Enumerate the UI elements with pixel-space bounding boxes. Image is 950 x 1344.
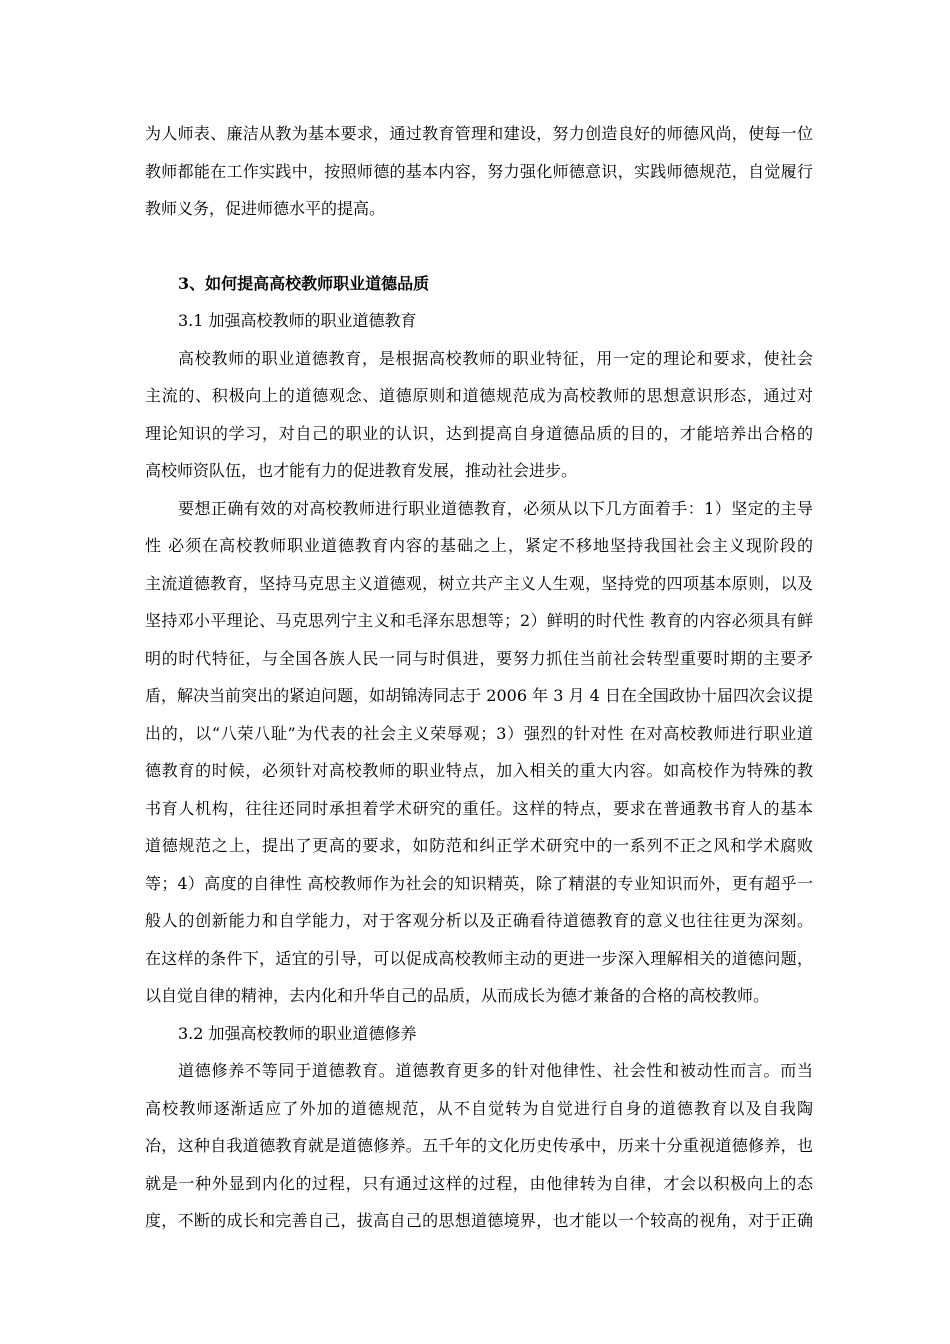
text-line: 书育人机构，往往还同时承担着学术研究的重任。这样的特点，要求在普通教书育人的基本 bbox=[145, 798, 813, 818]
section-heading: 3、如何提高高校教师职业道德品质 bbox=[178, 273, 430, 293]
text-line: 冶，这种自我道德教育就是道德修养。五千年的文化历史传承中，历来十分重视道德修养，也 bbox=[145, 1136, 813, 1155]
text-line: 坚持邓小平理论、马克思列宁主义和毛泽东思想等；2）鲜明的时代性 教育的内容必须具有鲜 bbox=[145, 611, 813, 630]
text-line: 道德规范之上，提出了更高的要求，如防范和纠正学术研究中的一系列不正之风和学术腐败 bbox=[145, 836, 813, 855]
spacer bbox=[145, 228, 813, 265]
paragraph-3-1-a bbox=[145, 340, 813, 490]
intro-paragraph bbox=[145, 115, 813, 228]
text-line: 高校教师的职业道德教育，是根据高校教师的职业特征，用一定的理论和要求，使社会 bbox=[178, 348, 813, 368]
text-line: 高校教师逐渐适应了外加的道德规范，从不自觉转为自觉进行自身的道德教育以及自我陶 bbox=[145, 1098, 813, 1118]
text-line: 就是一种外显到内化的过程，只有通过这样的过程，由他律转为自律，才会以积极向上的态 bbox=[145, 1173, 813, 1193]
paragraph-3-1-b bbox=[145, 490, 813, 1015]
text-line: 般人的创新能力和自学能力，对于客观分析以及正确看待道德教育的意义也往往更为深刻。 bbox=[145, 911, 813, 930]
subsection-title-3-1: 3.1 加强高校教师的职业道德教育 bbox=[178, 311, 417, 330]
text-line: 教师都能在工作实践中，按照师德的基本内容，努力强化师德意识，实践师德规范，自觉履行 bbox=[145, 161, 813, 181]
document-page bbox=[145, 115, 813, 1240]
text-line: 理论知识的学习，对自己的职业的认识，达到提高自身道德品质的目的，才能培养出合格的 bbox=[145, 423, 813, 443]
paragraph-3-2-a bbox=[145, 1052, 813, 1240]
text-line: 明的时代特征，与全国各族人民一同与时俱进，要努力抓住当前社会转型重要时期的主要矛 bbox=[145, 648, 813, 668]
text-line: 盾，解决当前突出的紧迫问题，如胡锦涛同志于 2006 年 3 月 4 日在全国政协十届四次会议提 bbox=[145, 686, 813, 705]
text-line: 性 必须在高校教师职业道德教育内容的基础之上，紧定不移地坚持我国社会主义现阶段的 bbox=[145, 536, 813, 555]
text-line: 主流的、积极向上的道德观念、道德原则和道德规范成为高校教师的思想意识形态，通过对 bbox=[145, 386, 813, 405]
text-line: 等；4）高度的自律性 高校教师作为社会的知识精英，除了精湛的专业知识而外，更有超乎一 bbox=[145, 873, 813, 893]
text-line: 主流道德教育，坚持马克思主义道德观，树立共产主义人生观，坚持党的四项基本原则，以及 bbox=[145, 573, 813, 593]
text-line: 要想正确有效的对高校教师进行职业道德教育，必须从以下几方面着手：1）坚定的主导 bbox=[178, 498, 813, 518]
text-line: 教师义务，促进师德水平的提高。 bbox=[145, 199, 386, 218]
text-line: 道德修养不等同于道德教育。道德教育更多的针对他律性、社会性和被动性而言。而当 bbox=[178, 1061, 813, 1080]
text-line: 为人师表、廉洁从教为基本要求，通过教育管理和建设，努力创造良好的师德风尚，使每一位 bbox=[145, 124, 813, 143]
text-line: 以自觉自律的精神，去内化和升华自己的品质，从而成长为德才兼备的合格的高校教师。 bbox=[145, 986, 770, 1005]
subsection-title-3-2: 3.2 加强高校教师的职业道德修养 bbox=[178, 1023, 417, 1043]
text-line: 在这样的条件下，适宜的引导，可以促成高校教师主动的更进一步深入理解相关的道德问题， bbox=[145, 948, 813, 968]
text-line: 高校师资队伍，也才能有力的促进教育发展，推动社会进步。 bbox=[145, 461, 578, 480]
text-line: 度，不断的成长和完善自己，拔高自己的思想道德境界，也才能以一个较高的视角，对于正确 bbox=[145, 1211, 813, 1230]
text-line: 出的，以“八荣八耻”为代表的社会主义荣辱观；3）强烈的针对性 在对高校教师进行职业道 bbox=[145, 723, 813, 743]
text-line: 德教育的时候，必须针对高校教师的职业特点，加入相关的重大内容。如高校作为特殊的教 bbox=[145, 761, 813, 780]
